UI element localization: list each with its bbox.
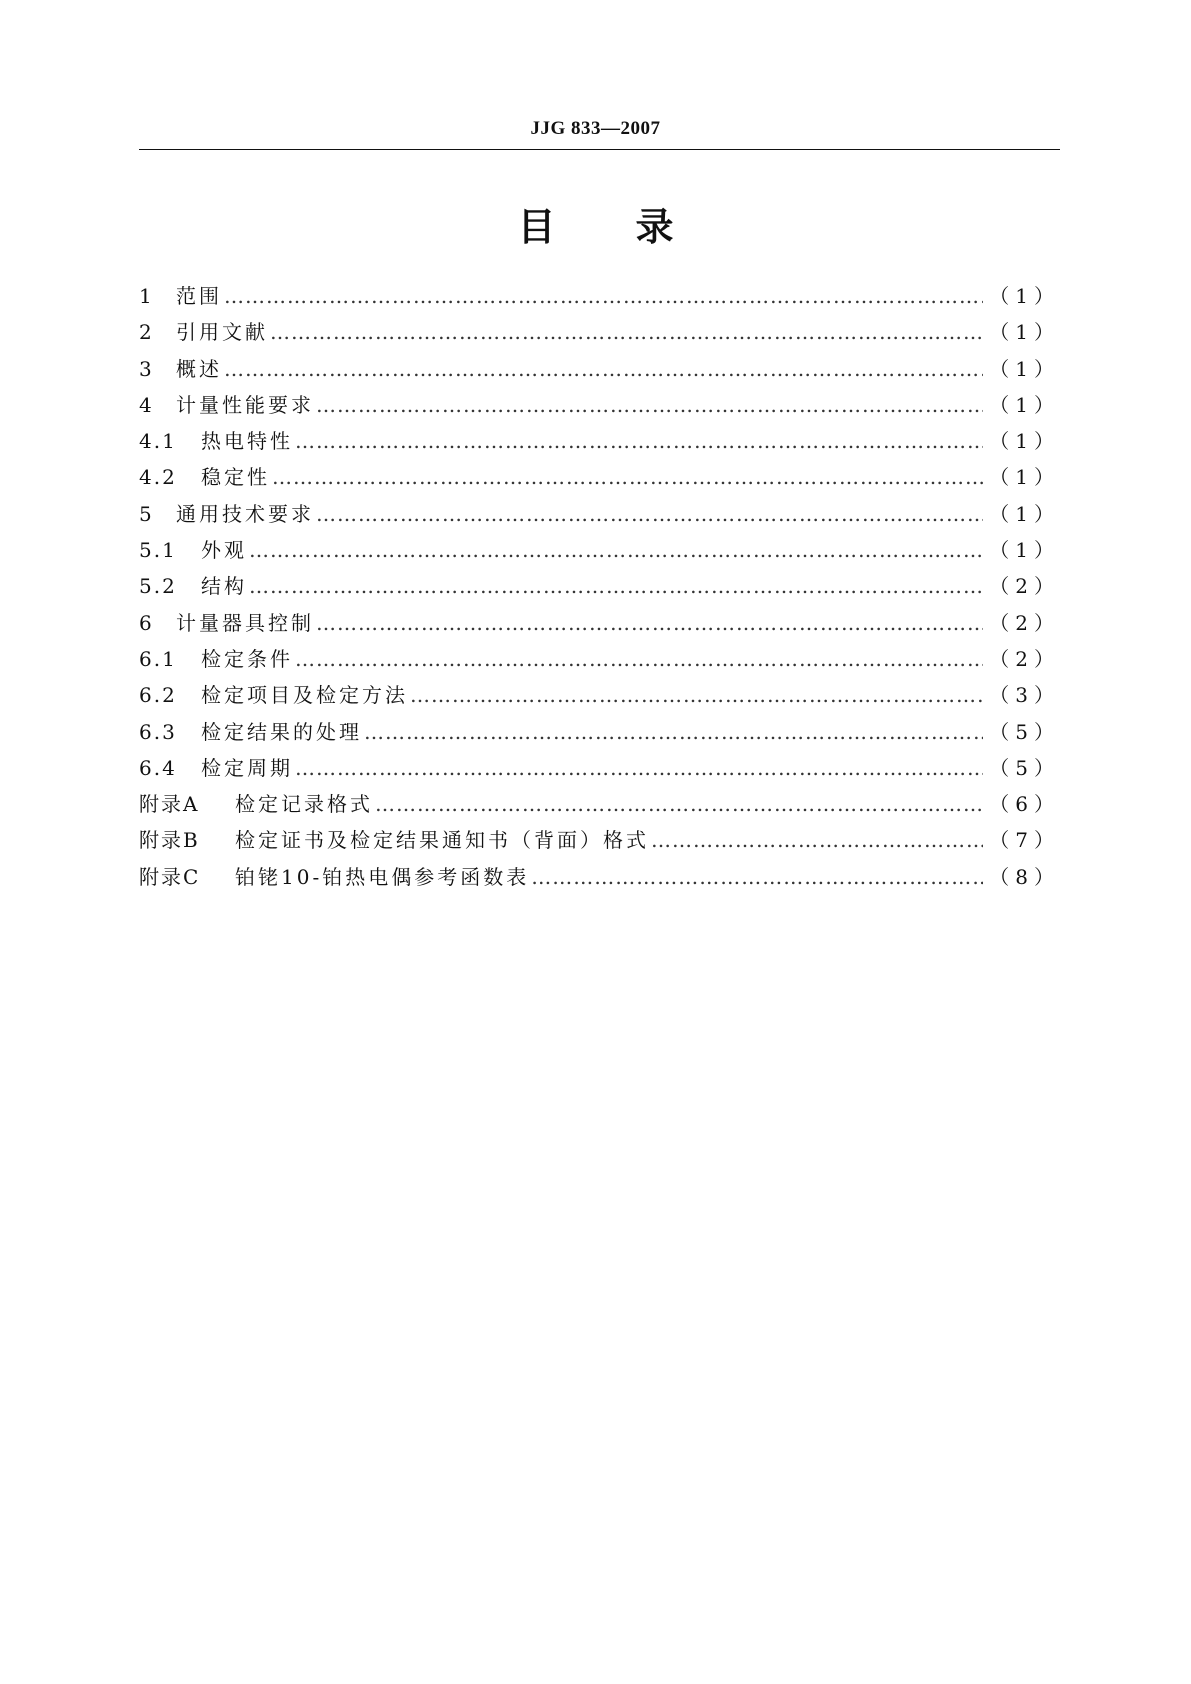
toc-entry-page: （1） xyxy=(989,320,1060,345)
toc-entry-number: 6.2 xyxy=(139,683,177,708)
toc-entry-page: （1） xyxy=(989,429,1060,454)
toc-dot-leader xyxy=(316,387,983,423)
toc-entry-title: 铂铑10-铂热电偶参考函数表 xyxy=(235,864,530,889)
toc-entry-title: 通用技术要求 xyxy=(176,501,314,526)
toc-dot-leader xyxy=(364,714,983,750)
toc-entry-title: 引用文献 xyxy=(176,320,268,345)
toc-entry[interactable] xyxy=(139,714,1060,750)
table-of-contents xyxy=(139,278,1060,895)
toc-entry-number: 4 xyxy=(139,392,154,417)
toc-entry-page: （1） xyxy=(989,501,1060,526)
toc-entry[interactable] xyxy=(139,822,1060,858)
toc-entry-number: 5 xyxy=(139,501,154,526)
toc-entry-title: 热电特性 xyxy=(201,429,293,454)
document-code: JJG 833—2007 xyxy=(530,118,661,139)
toc-dot-leader xyxy=(270,314,983,350)
toc-entry[interactable] xyxy=(139,496,1060,532)
toc-entry[interactable] xyxy=(139,568,1060,604)
toc-entry-number: 5.2 xyxy=(139,574,177,599)
toc-entry-title: 检定记录格式 xyxy=(235,792,373,817)
toc-dot-leader xyxy=(531,859,983,895)
toc-entry-number: 6 xyxy=(139,610,154,635)
toc-entry-page: （2） xyxy=(989,646,1060,671)
toc-entry-number: 6.4 xyxy=(139,755,177,780)
toc-entry-page: （3） xyxy=(989,683,1060,708)
toc-entry[interactable] xyxy=(139,605,1060,641)
toc-entry-page: （5） xyxy=(989,755,1060,780)
toc-entry[interactable] xyxy=(139,459,1060,495)
toc-dot-leader xyxy=(410,677,983,713)
toc-entry-number: 4.2 xyxy=(139,465,177,490)
toc-entry-page: （1） xyxy=(989,284,1060,308)
toc-entry-title: 概述 xyxy=(176,356,222,381)
toc-entry-page: （2） xyxy=(989,574,1060,599)
toc-dot-leader xyxy=(316,605,983,641)
toc-dot-leader xyxy=(272,459,983,495)
toc-entry-number: 6.3 xyxy=(139,719,177,744)
toc-entry-page: （1） xyxy=(989,356,1060,381)
toc-entry[interactable] xyxy=(139,351,1060,387)
toc-entry[interactable] xyxy=(139,859,1060,895)
toc-entry[interactable] xyxy=(139,423,1060,459)
toc-entry[interactable] xyxy=(139,314,1060,350)
toc-dot-leader xyxy=(249,532,983,568)
toc-dot-leader xyxy=(224,351,983,387)
toc-entry-title: 检定项目及检定方法 xyxy=(201,683,408,708)
toc-entry-number: 附录A xyxy=(139,792,200,817)
toc-entry-title: 结构 xyxy=(201,574,247,599)
toc-entry-title: 检定证书及检定结果通知书（背面）格式 xyxy=(235,828,649,853)
toc-entry-page: （1） xyxy=(989,538,1060,563)
toc-entry-number: 附录C xyxy=(139,864,201,889)
toc-dot-leader xyxy=(224,278,983,314)
page-title: 目录 xyxy=(517,205,754,249)
toc-entry-number: 1 xyxy=(139,284,154,308)
toc-entry-title: 范围 xyxy=(176,284,222,308)
toc-dot-leader xyxy=(316,496,983,532)
toc-entry-number: 2 xyxy=(139,320,154,345)
toc-dot-leader xyxy=(375,786,983,822)
header-rule xyxy=(139,149,1060,150)
toc-entry-page: （8） xyxy=(989,864,1060,889)
toc-entry-title: 外观 xyxy=(201,538,247,563)
toc-dot-leader xyxy=(295,750,983,786)
toc-entry-number: 3 xyxy=(139,356,154,381)
toc-entry-number: 6.1 xyxy=(139,646,177,671)
toc-entry[interactable] xyxy=(139,786,1060,822)
toc-entry[interactable] xyxy=(139,278,1060,314)
toc-entry-page: （6） xyxy=(989,792,1060,817)
toc-dot-leader xyxy=(295,641,983,677)
toc-entry-number: 5.1 xyxy=(139,538,177,563)
toc-entry-page: （5） xyxy=(989,719,1060,744)
toc-dot-leader xyxy=(295,423,983,459)
toc-entry-number: 附录B xyxy=(139,828,200,853)
toc-entry-title: 计量性能要求 xyxy=(176,392,314,417)
toc-entry-title: 检定条件 xyxy=(201,646,293,671)
toc-entry-page: （2） xyxy=(989,610,1060,635)
toc-dot-leader xyxy=(249,568,983,604)
toc-entry-title: 计量器具控制 xyxy=(176,610,314,635)
toc-entry[interactable] xyxy=(139,641,1060,677)
toc-entry-title: 稳定性 xyxy=(201,465,270,490)
toc-entry[interactable] xyxy=(139,677,1060,713)
toc-entry[interactable] xyxy=(139,750,1060,786)
toc-entry-page: （1） xyxy=(989,392,1060,417)
toc-entry-page: （1） xyxy=(989,465,1060,490)
toc-entry[interactable] xyxy=(139,532,1060,568)
toc-entry[interactable] xyxy=(139,387,1060,423)
toc-dot-leader xyxy=(651,822,983,858)
toc-entry-number: 4.1 xyxy=(139,429,177,454)
toc-entry-page: （7） xyxy=(989,828,1060,853)
toc-entry-title: 检定结果的处理 xyxy=(201,719,362,744)
toc-entry-title: 检定周期 xyxy=(201,755,293,780)
